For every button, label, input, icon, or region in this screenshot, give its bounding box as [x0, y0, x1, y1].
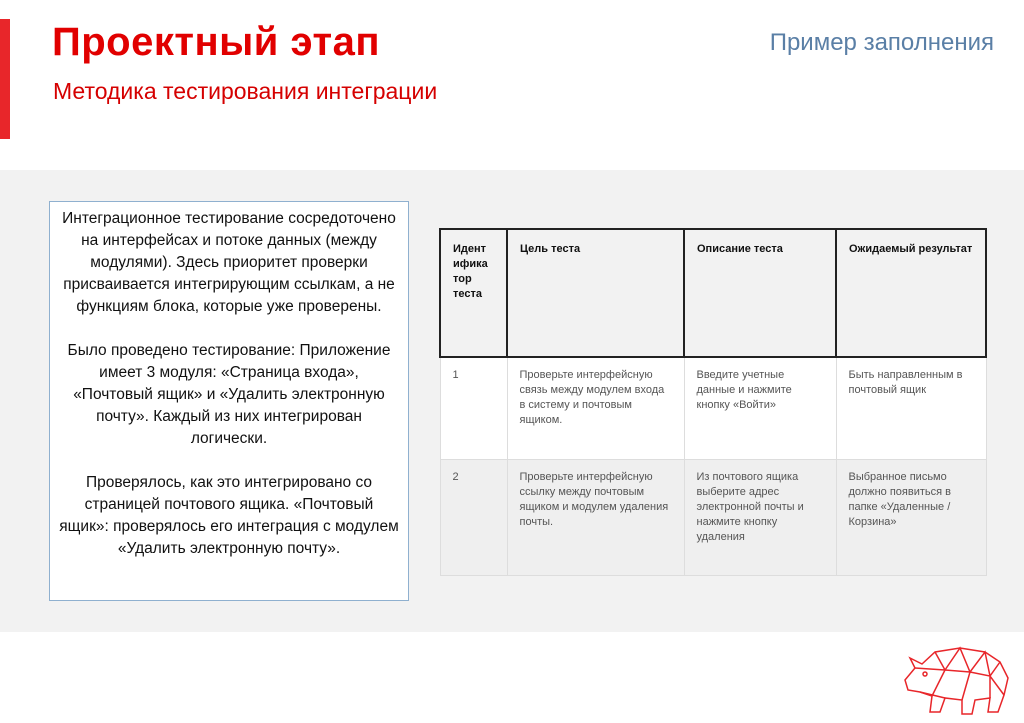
description-paragraph: Было проведено тестирование: Приложение имеет 3 модуля: «Страница входа», «Почтовый ящик» и «Удалить электронную почту». Каждый из них интегрирован логически. — [67, 342, 391, 447]
cell-id: 1 — [440, 357, 507, 459]
cell-description: Из почтового ящика выберите адрес электронной почты и нажмите кнопку удаления — [684, 459, 836, 575]
description-paragraph: Проверялось, как это интегрировано со страницей почтового ящика. «Почтовый ящик»: проверялось его интеграция с модулем «Удалить электронную почту». — [59, 474, 399, 557]
header-goal: Цель теста — [507, 229, 684, 357]
test-table — [439, 228, 987, 576]
cell-id: 2 — [440, 459, 507, 575]
table-row — [440, 357, 986, 459]
cell-expected: Выбранное письмо должно появиться в папке «Удаленные / Корзина» — [836, 459, 986, 575]
page-subtitle: Методика тестирования интеграции — [53, 78, 438, 104]
table-header-row — [440, 229, 986, 357]
rhino-logo-icon — [900, 640, 1015, 718]
header-expected: Ожидаемый результат — [836, 229, 986, 357]
cell-description: Введите учетные данные и нажмите кнопку «Войти» — [684, 357, 836, 459]
cell-goal: Проверьте интерфейсную связь между модулем входа в систему и почтовым ящиком. — [507, 357, 684, 459]
header-id: Идент ифика тор теста — [440, 229, 507, 357]
example-label: Пример заполнения — [769, 29, 994, 56]
table-row — [440, 459, 986, 575]
header-description: Описание теста — [684, 229, 836, 357]
description-paragraph: Интеграционное тестирование сосредоточено на интерфейсах и потоке данных (между модулями). Здесь приоритет проверки присваивается интегрирующим ссылкам, а не функциям блока, которые уже проверены. — [62, 210, 396, 315]
cell-goal: Проверьте интерфейсную ссылку между почтовым ящиком и модулем удаления почты. — [507, 459, 684, 575]
accent-bar — [0, 19, 10, 139]
description-box — [49, 201, 409, 601]
cell-expected: Быть направленным в почтовый ящик — [836, 357, 986, 459]
page-title: Проектный этап — [52, 20, 381, 64]
